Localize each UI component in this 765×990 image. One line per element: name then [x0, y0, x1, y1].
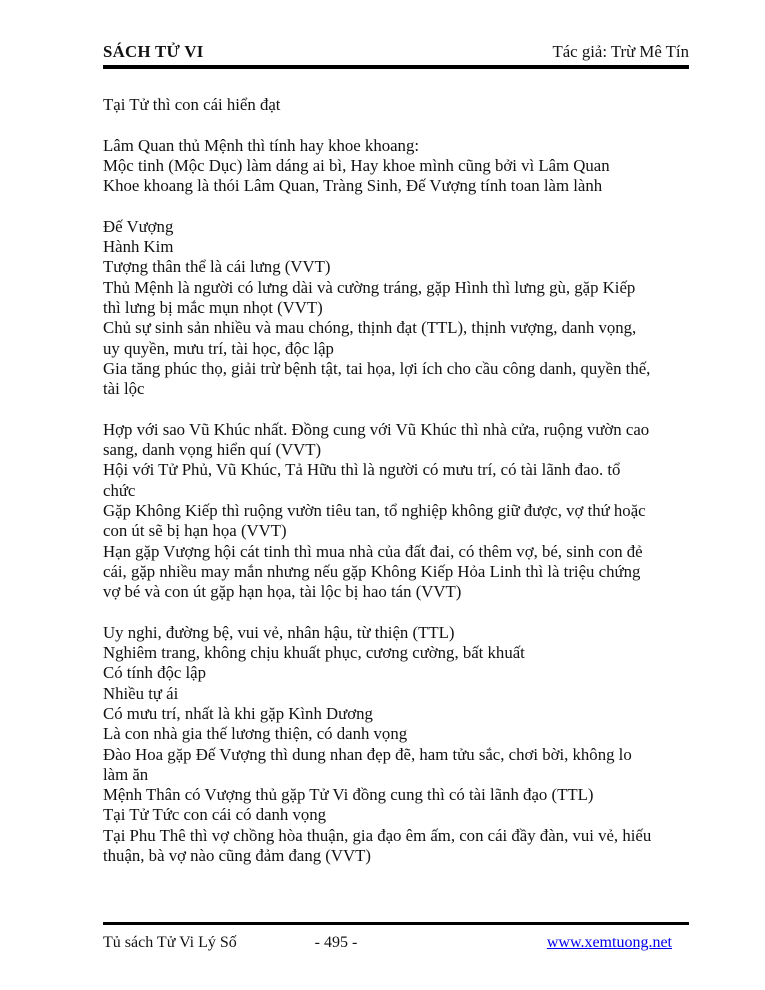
text-line: Nghiêm trang, không chịu khuất phục, cương cường, bất khuất — [103, 643, 525, 663]
paragraph — [103, 420, 689, 603]
text-line: Tại Tử thì con cái hiển đạt — [103, 95, 281, 114]
text-line: Tại Tử Tức con cái có danh vọng — [103, 805, 327, 825]
document-page — [103, 0, 689, 990]
text-line: Hợp với sao Vũ Khúc nhất. Đồng cung với Vũ Khúc thì nhà cửa, ruộng vườn cao — [103, 419, 650, 439]
text-line: Thủ Mệnh là người có lưng dài và cường tráng, gặp Hình thì lưng gù, gặp Kiếp — [103, 277, 636, 297]
text-line: Chủ sự sinh sản nhiều và mau chóng, thịnh đạt (TTL), thịnh vượng, danh vọng, — [103, 318, 637, 338]
text-line: Gia tăng phúc thọ, giải trừ bệnh tật, tai họa, lợi ích cho cầu công danh, quyền thế, — [103, 358, 651, 378]
author-credit: Tác giả: Trừ Mê Tín — [552, 42, 689, 61]
text-line: Khoe khoang là thói Lâm Quan, Tràng Sinh, Đế Vượng tính toan làm lành — [103, 176, 603, 196]
text-line: Mộc tinh (Mộc Dục) làm dáng ai bì, Hay khoe mình cũng bởi vì Lâm Quan — [103, 155, 610, 175]
text-line: chức — [103, 480, 136, 500]
text-line: cái, gặp nhiều may mắn nhưng nếu gặp Không Kiếp Hỏa Linh thì là triệu chứng — [103, 561, 641, 581]
page-header — [103, 42, 689, 69]
page-body — [103, 95, 689, 866]
text-line: sang, danh vọng hiển quí (VVT) — [103, 440, 322, 460]
text-line: Là con nhà gia thế lương thiện, có danh vọng — [103, 724, 408, 744]
text-line: làm ăn — [103, 764, 149, 784]
text-line: Gặp Không Kiếp thì ruộng vườn tiêu tan, tổ nghiệp không giữ được, vợ thứ hoặc — [103, 500, 646, 520]
footer-series-title: Tủ sách Tử Vi Lý Số — [103, 934, 237, 951]
website-link[interactable]: www.xemtuong.net — [546, 934, 672, 951]
text-line: Hạn gặp Vượng hội cát tinh thì mua nhà của đất đai, có thêm vợ, bé, sinh con đẻ — [103, 541, 643, 561]
text-line: uy quyền, mưu trí, tài học, độc lập — [103, 338, 334, 358]
text-line: Uy nghi, đường bệ, vui vẻ, nhân hậu, từ thiện (TTL) — [103, 622, 455, 642]
page-number: - 495 - — [314, 934, 358, 951]
text-line: Có tính độc lập — [103, 663, 207, 683]
text-line: Hội với Tử Phủ, Vũ Khúc, Tả Hữu thì là người có mưu trí, có tài lãnh đao. tổ — [103, 460, 621, 480]
text-line: thì lưng bị mắc mụn nhọt (VVT) — [103, 297, 323, 317]
text-line: Mệnh Thân có Vượng thủ gặp Tử Vi đồng cung thì có tài lãnh đạo (TTL) — [103, 785, 594, 805]
text-line: Nhiều tự ái — [103, 683, 179, 703]
text-line: con út sẽ bị hạn họa (VVT) — [103, 521, 287, 541]
text-line: Có mưu trí, nhất là khi gặp Kình Dương — [103, 703, 373, 723]
page-footer — [103, 922, 689, 951]
text-line: Hành Kim — [103, 237, 174, 257]
paragraph — [103, 623, 689, 867]
text-line: Tượng thân thể là cái lưng (VVT) — [103, 257, 331, 277]
text-line: Đế Vượng — [103, 216, 174, 236]
text-line: tài lộc — [103, 379, 145, 399]
paragraph — [103, 95, 689, 115]
book-title: SÁCH TỬ VI — [103, 42, 204, 61]
paragraph — [103, 136, 689, 197]
text-line: Đào Hoa gặp Đế Vượng thì dung nhan đẹp đẽ, ham tửu sắc, chơi bời, không lo — [103, 744, 632, 764]
text-line: Tại Phu Thê thì vợ chồng hòa thuận, gia đạo êm ấm, con cái đầy đàn, vui vẻ, hiếu — [103, 825, 652, 845]
text-line: vợ bé và con út gặp hạn họa, tài lộc bị hao tán (VVT) — [103, 582, 462, 602]
text-line: Lâm Quan thủ Mệnh thì tính hay khoe khoang: — [103, 135, 419, 155]
text-line: thuận, bà vợ nào cũng đảm đang (VVT) — [103, 845, 371, 865]
paragraph — [103, 217, 689, 400]
